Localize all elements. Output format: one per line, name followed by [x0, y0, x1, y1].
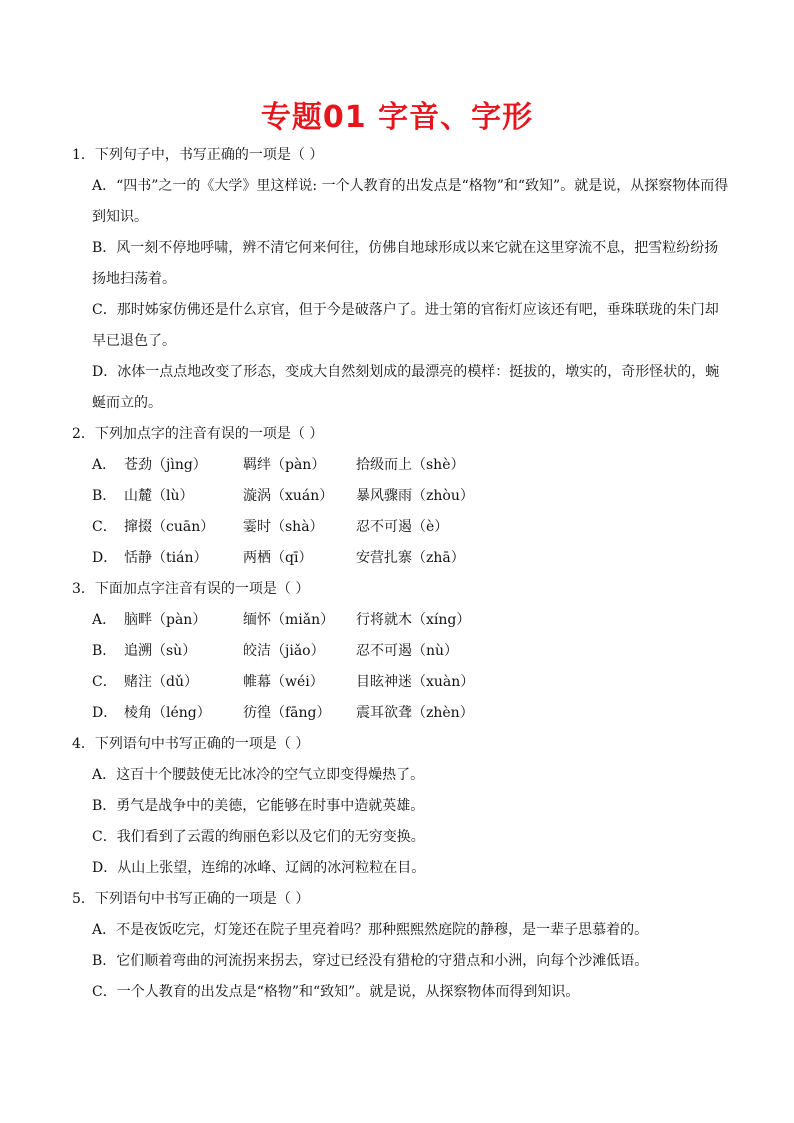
document-title: 专题01 字音、字形 [260, 100, 534, 135]
option-item: 安营扎寨（zhā） [356, 550, 465, 566]
option-item: 追溯（sù） [124, 643, 197, 659]
question-option: B．勇气是战争中的美德，它能够在时事中造就英雄。 [92, 798, 425, 814]
option-label: D． [92, 705, 118, 721]
option-text: B．风一刻不停地呼啸，辨不清它何来何往，仿佛自地球形成以来它就在这里穿流不息，把雪粒纷纷扬 [92, 240, 719, 256]
option-item: 皎洁（jiǎo） [243, 643, 325, 659]
question-stem: 1．下列句子中，书写正确的一项是（ ） [72, 147, 324, 163]
option-text-continued: 扬地扫荡着。 [92, 271, 176, 287]
option-item: 脑畔（pàn） [124, 612, 207, 628]
question-option [92, 543, 732, 574]
option-item: 霎时（shà） [243, 519, 324, 535]
option-item: 帷幕（wéi） [243, 674, 324, 690]
question-stem: 3．下面加点字注音有误的一项是（ ） [72, 581, 310, 597]
option-label: C． [92, 519, 117, 535]
option-label: C． [92, 674, 117, 690]
question-stem: 2．下列加点字的注音有误的一项是（ ） [72, 426, 324, 442]
question-option: C．我们看到了云霞的绚丽色彩以及它们的无穷变换。 [92, 829, 425, 845]
question-option [92, 233, 732, 295]
question-option [92, 481, 732, 512]
option-item: 行将就木（xíng） [356, 612, 471, 628]
option-item: 目眩神迷（xuàn） [356, 674, 475, 690]
question-stem: 4．下列语句中书写正确的一项是（ ） [72, 736, 310, 752]
question-option [92, 357, 732, 419]
option-item: 忍不可遏（è） [356, 519, 449, 535]
option-item: 棱角（léng） [124, 705, 211, 721]
question-option [92, 512, 732, 543]
question-option [92, 667, 732, 698]
option-item: 山麓（lù） [124, 488, 194, 504]
option-label: B． [92, 488, 117, 504]
question-option: C．一个人教育的出发点是“格物”和“致知”。就是说，从探察物体而得到知识。 [92, 984, 580, 1000]
option-item: 撺掇（cuān） [124, 519, 215, 535]
option-label: A． [92, 612, 117, 628]
question-option [92, 295, 732, 357]
option-item: 震耳欲聋（zhèn） [356, 705, 474, 721]
question-option: D．从山上张望，连绵的冰峰、辽阔的冰河粒粒在目。 [92, 860, 426, 876]
option-label: D． [92, 550, 118, 566]
option-item: 两栖（qī） [243, 550, 313, 566]
question-list [72, 140, 732, 1008]
question-option [92, 605, 732, 636]
question-option: A．不是夜饭吃完，灯笼还在院子里亮着吗？那种熙熙然庭院的静穆，是一辈子思慕着的。 [92, 922, 649, 938]
option-text: C．那时姊家仿佛还是什么京官，但于今是破落户了。进士第的官衔灯应该还有吧，垂珠联珑的朱门却 [92, 302, 719, 318]
option-item: 彷徨（fāng） [243, 705, 331, 721]
option-item: 拾级而上（shè） [356, 457, 465, 473]
question-option: A．这百十个腰鼓使无比冰冷的空气立即变得燥热了。 [92, 767, 425, 783]
option-item: 羁绊（pàn） [243, 457, 326, 473]
question-option [92, 636, 732, 667]
option-item: 恬静（tián） [124, 550, 208, 566]
question-option [92, 450, 732, 481]
option-item: 漩涡（xuán） [243, 488, 334, 504]
option-text-continued: 到知识。 [92, 209, 148, 225]
option-item: 赌注（dǔ） [124, 674, 198, 690]
option-text-continued: 早已退色了。 [92, 333, 176, 349]
option-text-continued: 蜒而立的。 [92, 395, 162, 411]
option-item: 暴风骤雨（zhòu） [356, 488, 474, 504]
option-text: A．“四书”之一的《大学》里这样说: 一个人教育的出发点是“格物”和“致知”。就是说，从探察物体而得 [92, 178, 729, 194]
question-option [92, 171, 732, 233]
option-item: 忍不可遏（nù） [356, 643, 459, 659]
question-option [92, 698, 732, 729]
option-text: D．冰体一点点地改变了形态，变成大自然刻划成的最漂亮的模样：挺拔的，墩实的，奇形怪状的，蜿 [92, 364, 720, 380]
option-item: 苍劲（jìng） [124, 457, 207, 473]
option-label: A． [92, 457, 117, 473]
option-item: 缅怀（miǎn） [243, 612, 335, 628]
option-label: B． [92, 643, 117, 659]
question-stem: 5．下列语句中书写正确的一项是（ ） [72, 891, 310, 907]
question-option: B．它们顺着弯曲的河流拐来拐去，穿过已经没有猎枪的守猎点和小洲，向每个沙滩低语。 [92, 953, 649, 969]
